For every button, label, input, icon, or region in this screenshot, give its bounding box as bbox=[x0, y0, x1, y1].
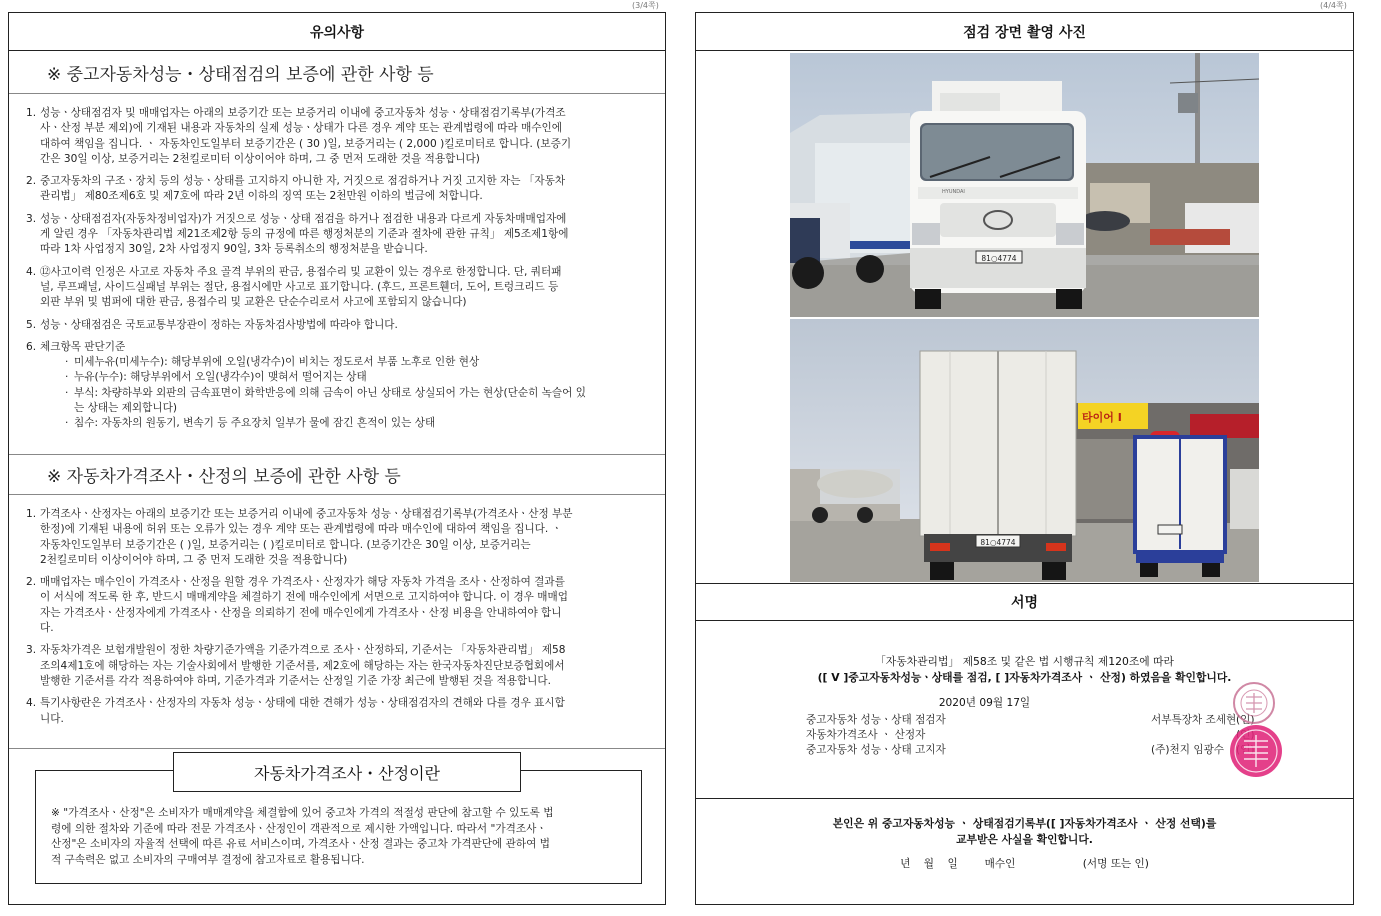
inspection-photo-front bbox=[790, 53, 1259, 317]
bullet-icon: · bbox=[65, 417, 69, 430]
item-line: 중고자동차의 구조ㆍ장치 등의 성능ㆍ상태를 고지하지 아니한 자, 거짓으로 점검하거나 거짓 고지한 자는 「자동차 bbox=[40, 175, 566, 188]
criteria-text: 부식: 차량하부와 외판의 금속표면이 화학반응에 의해 금속이 아닌 상태로 상실되어 가는 현상(단순히 녹슬어 있 bbox=[74, 386, 586, 399]
receipt-line-1: 본인은 위 중고자동차성능 ㆍ 상태점검기록부([ ]자동차가격조사 ㆍ 산정 선택)를 bbox=[832, 817, 1217, 830]
item-line: 조의4제1호에 해당하는 자는 기술사회에서 발행한 기준서를, 제2호에 해당하는 자는 한국자동차진단보증협회에서 bbox=[40, 659, 565, 672]
item-text bbox=[40, 212, 645, 258]
criteria-item bbox=[26, 416, 645, 431]
item-text bbox=[40, 265, 645, 311]
bullet-icon: · bbox=[65, 386, 69, 399]
section1-list bbox=[9, 106, 665, 432]
item-number: 4. bbox=[26, 697, 37, 710]
item-text bbox=[40, 643, 645, 689]
statement-line-2: ([ V ]중고자동차성능ㆍ상태를 점검, [ ]자동차가격조사 ㆍ 산정) 하였음을 확인합니다. bbox=[817, 671, 1232, 684]
sign-date: 2020년 09월 17일 bbox=[938, 697, 1031, 709]
item-number: 2. bbox=[26, 175, 37, 188]
item-line: 체크항목 판단기준 bbox=[40, 340, 126, 353]
item-number: 3. bbox=[26, 644, 37, 657]
item-line: 자동차가격은 보험개발원이 정한 차량기준가액을 기준가격으로 조사ㆍ산정하되, 기준서는 「자동차관리법」 제58 bbox=[40, 644, 566, 657]
item-line: 자는 가격조사ㆍ산정자에게 가격조사ㆍ산정을 의뢰하기 전에 매수인에게 가격조사ㆍ산정 비용을 안내하여야 합니 bbox=[40, 606, 562, 619]
divider bbox=[9, 93, 665, 94]
item-line: 외판 부위 및 범퍼에 대한 판금, 용접수리 및 교환은 단순수리로서 사고에 포함되지 않습니다) bbox=[40, 296, 467, 309]
section2-list bbox=[9, 507, 665, 734]
item-number: 1. bbox=[26, 107, 37, 119]
notice-header: 유의사항 bbox=[9, 13, 665, 51]
item-text bbox=[40, 340, 645, 355]
signer-name-notifier: (주)천지 임광수 bbox=[1151, 744, 1225, 756]
criteria-item bbox=[26, 386, 645, 401]
seal-mark-inspector: (인) bbox=[1236, 714, 1255, 726]
notice-item bbox=[26, 106, 645, 167]
notice-item bbox=[26, 340, 645, 355]
item-text bbox=[40, 318, 645, 333]
item-line: 다. bbox=[40, 622, 54, 635]
page-number-right: (4/4쪽) bbox=[1320, 1, 1347, 10]
item-line: 자동차인도일부터 보증기간은 ( )일, 보증거리는 ( )킬로미터로 합니다. (보증기간은 30일 이상, 보증거리는 bbox=[40, 538, 531, 551]
signer-name-inspector: 서부특장차 조세현 bbox=[1151, 714, 1237, 726]
price-info-text bbox=[51, 806, 631, 868]
item-number: 2. bbox=[26, 576, 37, 589]
item-number: 1. bbox=[26, 508, 37, 520]
item-number: 4. bbox=[26, 265, 37, 278]
bullet-icon: · bbox=[65, 371, 69, 384]
item-line: ⑫사고이력 인정은 사고로 자동차 주요 골격 부위의 판금, 용접수리 및 교환이 있는 경우로 한정합니다. 단, 쿼터패 bbox=[40, 265, 562, 278]
item-line: 매매업자는 매수인이 가격조사ㆍ산정을 원할 경우 가격조사ㆍ산정자가 해당 자동차 가격을 조사ㆍ산정하여 결과를 bbox=[40, 576, 565, 589]
truck-front-image bbox=[790, 53, 1259, 317]
price-info-title: 자동차가격조사・산정이란 bbox=[173, 752, 521, 792]
item-line: 간은 30일 이상, 보증거리는 2천킬로미터 이상이어야 하며, 그 중 먼저 도래한 것을 적용합니다) bbox=[40, 152, 480, 165]
criteria-text: 는 상태는 제외합니다) bbox=[74, 402, 177, 415]
item-text bbox=[40, 575, 645, 636]
item-line: 따라 1차 사업정지 30일, 2차 사업정지 90일, 3차 등록취소의 행정처분을 받습니다. bbox=[40, 243, 428, 256]
item-line: 이 서식에 적도록 한 후, 반드시 매매계약을 체결하기 전에 매수인에게 서면으로 고지하여야 합니다. 이 경우 매매업 bbox=[40, 591, 568, 604]
item-text bbox=[40, 696, 645, 727]
price-info-line: 령에 의한 절차와 기준에 따라 전문 가격조사ㆍ산정인이 객관적으로 제시한 가액입니다. 따라서 "가격조사ㆍ bbox=[51, 822, 547, 835]
item-line: 성능ㆍ상태점검은 국토교통부장관이 정하는 자동차검사방법에 따라야 합니다. bbox=[40, 318, 398, 331]
item-number: 6. bbox=[26, 340, 37, 353]
item-line: 특기사항란은 가격조사ㆍ산정자의 자동차 성능ㆍ상태에 대한 견해가 성능ㆍ상태점검자의 견해와 다를 경우 표시합 bbox=[40, 697, 565, 710]
section2-title: ※ 자동차가격조사・산정의 보증에 관한 사항 등 bbox=[47, 467, 401, 487]
item-text bbox=[40, 507, 645, 568]
item-line: 니다. bbox=[40, 712, 64, 725]
item-line: 2천킬로미터 이상이어야 하며, 그 중 먼저 도래한 것을 적용합니다) bbox=[40, 553, 348, 566]
divider bbox=[696, 798, 1353, 799]
divider bbox=[9, 454, 665, 455]
criteria-text: 누유(누수): 해당부위에서 오일(냉각수)이 맺혀서 떨어지는 상태 bbox=[74, 371, 367, 384]
page-number-left: (3/4쪽) bbox=[632, 1, 659, 10]
photo-header: 점검 장면 촬영 사진 bbox=[696, 13, 1353, 51]
item-text bbox=[40, 106, 645, 167]
item-line: 게 알린 경우 「자동차관리법 제21조제2항 등의 규정에 따른 행정처분의 기준과 절차에 관한 규칙」 제5조제1항에 bbox=[40, 228, 569, 241]
item-line: 대하여 책임을 집니다. ㆍ 자동차인도일부터 보증기간은 ( 30 )일, 보증거리는 ( 2,000 )킬로미터로 합니다. (보증기 bbox=[40, 137, 572, 150]
notice-item bbox=[26, 174, 645, 205]
divider bbox=[9, 494, 665, 495]
truck-rear-image bbox=[790, 319, 1259, 582]
statement-line-1: 「자동차관리법」 제58조 및 같은 법 시행규칙 제120조에 따라 bbox=[875, 655, 1174, 668]
notice-item bbox=[26, 318, 645, 333]
price-info-line: 적 구속력은 없고 소비자의 구매여부 결정에 참고자료로 활용됩니다. bbox=[51, 853, 365, 866]
item-text bbox=[40, 174, 645, 205]
criteria-text: 미세누유(미세누수): 해당부위에 오일(냉각수)이 비치는 정도로서 부품 노후로 인한 현상 bbox=[74, 356, 480, 369]
signature-header: 서명 bbox=[696, 583, 1353, 621]
item-line: 성능ㆍ상태점검자 및 매매업자는 아래의 보증기간 또는 보증거리 이내에 중고자동차 성능ㆍ상태점검기록부(가격조 bbox=[40, 107, 566, 119]
criteria-text: 침수: 자동차의 원동기, 변속기 등 주요장치 일부가 물에 잠긴 흔적이 있는 상태 bbox=[74, 417, 436, 430]
item-line: 사ㆍ산정 부분 제외)에 기재된 내용과 자동차의 실제 성능ㆍ상태가 다른 경우 계약 또는 관계법령에 따라 매수인에 bbox=[40, 122, 563, 135]
notice-item bbox=[26, 643, 645, 689]
criteria-list bbox=[26, 355, 645, 431]
inspection-photo-rear bbox=[790, 319, 1259, 582]
item-line: 관리법」 제80조제6호 및 제7호에 따라 2년 이하의 징역 또는 2천만원 이하의 벌금에 처합니다. bbox=[40, 190, 483, 203]
item-line: 성능ㆍ상태점검자(자동차정비업자)가 거짓으로 성능ㆍ상태 점검을 하거나 점검한 내용과 다르게 자동차매매업자에 bbox=[40, 212, 567, 225]
item-line: 발행한 기준서를 각각 적용하여야 하며, 기준가격과 기준서는 산정일 기준 가장 최근에 발행된 것을 적용합니다. bbox=[40, 674, 552, 687]
rear-plate-text: 81○4774 bbox=[980, 538, 1016, 547]
brand-text: HYUNDAI bbox=[942, 189, 965, 195]
item-line: 가격조사ㆍ산정자는 아래의 보증기간 또는 보증거리 이내에 중고자동차 성능ㆍ상태점검기록부(가격조사ㆍ산정 부분 bbox=[40, 508, 573, 520]
section1-title: ※ 중고자동차성능・상태점검의 보증에 관한 사항 등 bbox=[47, 65, 434, 85]
divider bbox=[9, 748, 665, 749]
front-plate-text: 81○4774 bbox=[981, 254, 1017, 263]
photo-sign-panel bbox=[695, 12, 1354, 905]
price-info-line: 산정"은 소비자의 자율적 선택에 따른 유료 서비스이며, 가격조사ㆍ산정 결과는 중고차 가격판단에 관하여 법 bbox=[51, 838, 550, 850]
seal-stamp-icon bbox=[1224, 681, 1284, 781]
buyer-sign-line: 년 월 일 매수인 (서명 또는 인) bbox=[900, 858, 1149, 870]
signer-role-inspector: 중고자동차 성능ㆍ상태 점검자 bbox=[806, 714, 946, 726]
shop-sign-text: 타이어 I bbox=[1082, 411, 1122, 424]
item-line: 한정)에 기재된 내용에 허위 또는 오류가 있는 경우 계약 또는 관계법령에 따라 매수인에 대하여 책임을 집니다. ㆍ bbox=[40, 523, 562, 536]
notice-item bbox=[26, 575, 645, 636]
item-number: 3. bbox=[26, 212, 37, 225]
price-info-line: ※ "가격조사ㆍ산정"은 소비자가 매매계약을 체결함에 있어 중고차 가격의 적절성 판단에 참고할 수 있도록 법 bbox=[51, 807, 554, 819]
criteria-item bbox=[26, 370, 645, 385]
signer-role-pricer: 자동차가격조사 ㆍ 산정자 bbox=[806, 729, 926, 741]
item-line: 널, 루프패널, 사이드실패널 부위는 절단, 용접시에만 사고로 표기합니다. (후드, 프론트휀더, 도어, 트렁크리드 등 bbox=[40, 280, 559, 293]
notice-item bbox=[26, 696, 645, 727]
criteria-item bbox=[26, 355, 645, 370]
receipt-line-2: 교부받은 사실을 확인합니다. bbox=[956, 833, 1093, 846]
signer-role-notifier: 중고자동차 성능ㆍ상태 고지자 bbox=[806, 744, 946, 756]
criteria-item bbox=[26, 401, 645, 416]
notice-item bbox=[26, 265, 645, 311]
notice-item bbox=[26, 212, 645, 258]
notice-item bbox=[26, 507, 645, 568]
bullet-icon: · bbox=[65, 356, 69, 369]
item-number: 5. bbox=[26, 318, 37, 331]
